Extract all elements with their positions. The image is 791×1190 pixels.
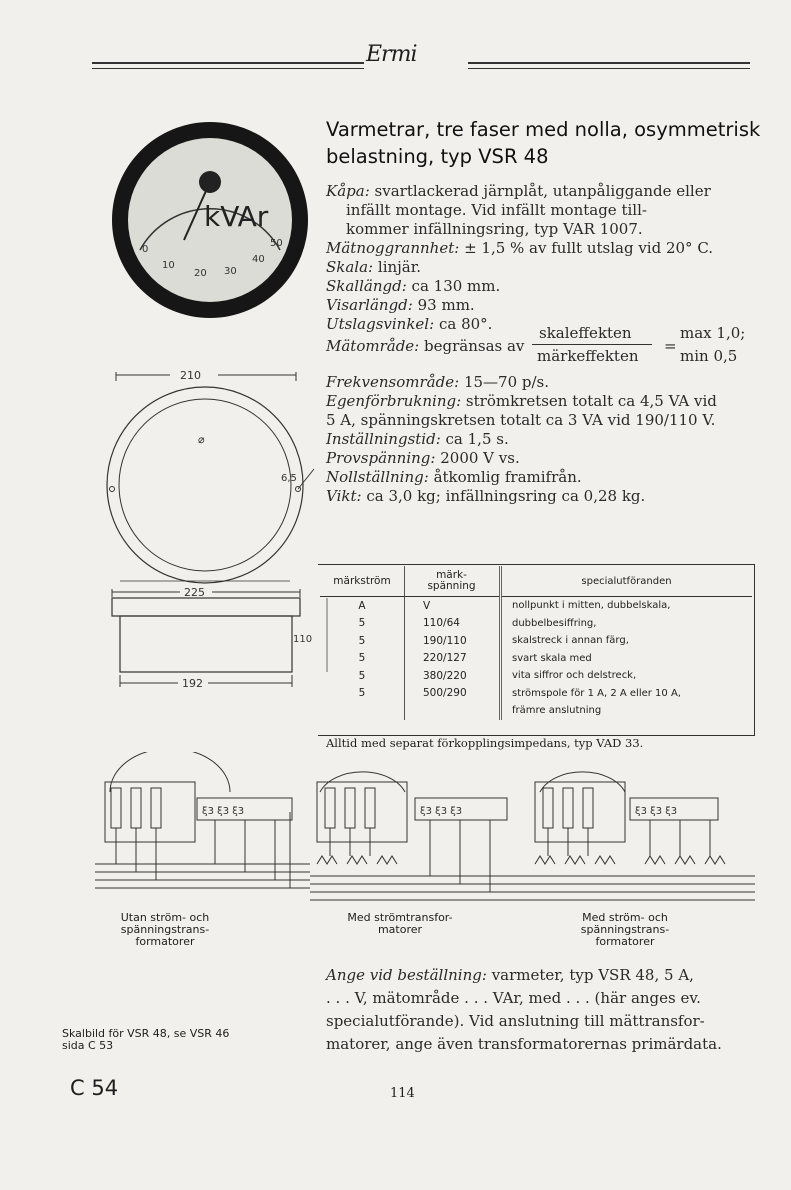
frac-equals: = [664,337,677,355]
spec-visarlangd: Visarlängd: 93 mm. [326,296,475,314]
cell-special: främre anslutning [512,705,602,717]
col-header-current: märkström [320,566,405,597]
table-row [320,615,752,633]
table-row [320,702,752,720]
cell-special: skalstreck i annan färg, [512,635,629,647]
table-row [320,685,752,703]
variants-table [320,566,752,720]
circuit-1 [95,752,310,888]
spec-kapa-line2: infällt montage. Vid infällt montage till- [346,201,647,219]
spec-utslagsvinkel: Utslagsvinkel: ca 80°. [326,315,493,333]
circuit-2 [310,772,530,900]
cell-special: svart skala med [512,652,592,664]
cell-voltage: 110/64 [405,615,501,633]
side-flange [112,598,300,616]
table-row [320,597,752,615]
impedance-note: Alltid med separat förkopplingsimpedans, typ VAD 33. [326,736,644,750]
cell-voltage [405,702,501,720]
spec-kapa-line1: Kåpa: svartlackerad järnplåt, utanpåliggande eller [326,182,711,200]
meter-pivot [199,171,221,193]
meter-scale-40: 40 [252,254,265,265]
cell-current: A [320,597,405,615]
cell-current [320,702,405,720]
dim-192-label: 192 [182,677,203,690]
cell-voltage: 190/110 [405,632,501,650]
header-rule-right-thin [468,68,750,69]
frac-numerator: skaleffekten [539,324,632,342]
dim-110-label: 110 [293,634,313,645]
meter-scale-30: 30 [224,266,237,277]
svg-text:ξ3 ξ3 ξ3: ξ3 ξ3 ξ3 [202,806,245,817]
caption-circuit-3: Med ström- och spänningstrans- formatorer [580,911,670,948]
order-instructions: Ange vid beställning: varmeter, typ VSR 48, 5 A, . . . V, mätområde . . . VAr, med . . . (här anges ev. specialutförande). Vid anslutning till mättransfor- matorer, ange även transformatorernas primärdata. [326,966,722,1053]
spec-egen-line2: 5 A, spänningskretsen totalt ca 3 VA vid 190/110 V. [326,411,716,429]
spec-kapa-line3: kommer infällningsring, typ VAR 1007. [346,220,643,238]
front-zero-adjust-icon: ⌀ [198,433,205,446]
cell-special: dubbelbesiffring, [512,617,597,629]
caption-circuit-1: Utan ström- och spänningstrans- formatorer [120,911,210,948]
cell-voltage: 500/290 [405,685,501,703]
svg-text:ξ3 ξ3 ξ3: ξ3 ξ3 ξ3 [635,806,678,817]
spec-noll: Nollställning: åtkomlig framifrån. [326,468,582,486]
spec-noggrannhet: Mätnoggrannhet: ± 1,5 % av fullt utslag vid 20° C. [326,239,714,257]
cell-special: nollpunkt i mitten, dubbelskala, [512,600,671,612]
header-rule-right [468,62,750,64]
dim-225-label: 225 [184,586,205,599]
frac-max: max 1,0; [680,324,746,342]
meter-scale-50: 50 [270,238,283,249]
circuit-3 [530,772,755,900]
front-outer-circle [107,387,303,583]
skalbild-note: Skalbild för VSR 48, se VSR 46 sida C 53 [62,1027,230,1052]
circuit-diagrams [85,752,765,912]
cell-current: 5 [320,667,405,685]
page-number: 114 [390,1086,415,1101]
page-title: Varmetrar, tre faser med nolla, osymmetrisk belastning, typ VSR 48 [326,118,761,168]
col-header-special: specialutföranden [501,566,753,597]
cell-current: 5 [320,615,405,633]
meter-scale-0: 0 [142,244,149,255]
meter-unit-label: kVAr [204,200,269,233]
table-row [320,667,752,685]
header-rule-left [92,62,364,64]
table-row [320,632,752,650]
spec-frekvens: Frekvensområde: 15—70 p/s. [326,373,550,391]
spec-matomrade: Mätområde: begränsas av [326,337,525,355]
cell-voltage: 220/127 [405,650,501,668]
spec-install: Inställningstid: ca 1,5 s. [326,430,509,448]
dimension-drawing [100,365,340,710]
cell-current: 5 [320,650,405,668]
cell-voltage: 380/220 [405,667,501,685]
dim-210-label: 210 [180,369,201,382]
spec-prov: Provspänning: 2000 V vs. [326,449,520,467]
meter-scale-10: 10 [162,260,175,271]
front-inner-circle [119,399,291,571]
spec-vikt: Vikt: ca 3,0 kg; infällningsring ca 0,28 kg. [326,487,646,505]
cell-current: 5 [320,685,405,703]
table-header-row [320,566,752,597]
table-row [320,650,752,668]
spec-skala: Skala: linjär. [326,258,422,276]
cell-special: strömspole för 1 A, 2 A eller 10 A, [512,687,681,699]
frac-bar [532,344,652,345]
page-id: C 54 [70,1076,119,1100]
side-body [120,616,292,672]
spec-egen-line1: Egenförbrukning: strömkretsen totalt ca 4,5 VA vid [326,392,717,410]
frac-min: min 0,5 [680,347,738,365]
svg-text:ξ3 ξ3 ξ3: ξ3 ξ3 ξ3 [420,806,463,817]
cell-special: vita siffror och delstreck, [512,670,637,682]
frac-denominator: märkeffekten [537,347,639,365]
spec-skallangd: Skallängd: ca 130 mm. [326,277,501,295]
cell-voltage: V [405,597,501,615]
ermi-logo: Ermi [366,42,417,67]
meter-scale-20: 20 [194,268,207,279]
caption-circuit-2: Med strömtransfor- matorer [347,911,453,936]
col-header-voltage: märk- spänning [405,566,501,597]
cell-current: 5 [320,632,405,650]
dim-screw-label: 6,5 [281,473,297,484]
meter-photo [110,120,310,320]
header-rule-left-thin [92,68,364,69]
